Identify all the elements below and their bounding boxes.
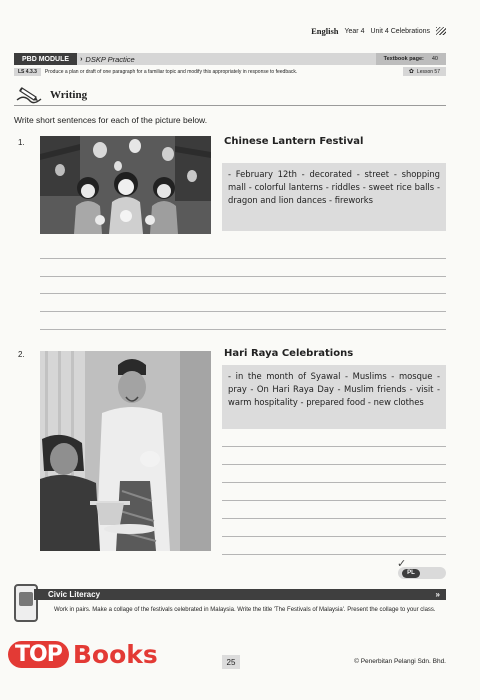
textbook-page-box — [376, 53, 446, 65]
item-title: Chinese Lantern Festival — [224, 136, 364, 147]
textbook-page-label: Textbook page: — [383, 56, 424, 62]
standard-code: LS 4.3.3 — [14, 68, 41, 76]
logo-books: Books — [72, 640, 158, 669]
hari-raya-image — [40, 351, 211, 551]
performance-level-badge — [397, 558, 446, 579]
pbd-module-bar — [14, 53, 446, 65]
writing-line — [222, 536, 446, 537]
star-icon: ✿ — [408, 69, 414, 75]
logo-top: TOP — [8, 641, 69, 668]
subject-label: English — [311, 26, 339, 36]
standard-text: Produce a plan or draft of one paragraph for a familiar topic and modify this appropriately in response to feedback. — [44, 68, 298, 75]
civic-literacy-bar — [34, 589, 446, 600]
writing-line — [222, 518, 446, 519]
civic-text: Work in pairs. Make a collage of the festivals celebrated in Malaysia. Write the title 'The Festivals of Malaysia'. Present the collage to your class. — [54, 607, 436, 613]
lesson-badge — [403, 67, 446, 76]
year-label: Year 4 — [344, 27, 365, 35]
item-number: 1. — [18, 138, 25, 147]
civic-title: Civic Literacy — [48, 590, 101, 599]
topbooks-logo — [8, 640, 158, 669]
learning-standard-row — [14, 67, 446, 76]
section-title: Writing — [50, 89, 88, 101]
unit-label: Unit 4 Celebrations — [370, 27, 430, 35]
lantern-festival-image — [40, 136, 211, 234]
page-header — [311, 26, 446, 36]
writing-line — [222, 482, 446, 483]
publisher-credit: © Penerbitan Pelangi Sdn. Bhd. — [354, 658, 446, 665]
word-bank-box: - in the month of Syawal - Muslims - mosque - pray - On Hari Raya Day - Muslim friends - visit - warm hospitality - prepared food - new clothes — [222, 365, 446, 429]
instruction-text: Write short sentences for each of the picture below. — [14, 115, 208, 125]
page-number: 25 — [222, 655, 240, 669]
divider — [14, 105, 446, 106]
writing-line — [222, 554, 446, 555]
writing-line — [222, 446, 446, 447]
unit-stripes-icon — [436, 27, 446, 35]
chevron-right-icon: › — [80, 55, 83, 63]
item-number: 2. — [18, 350, 25, 359]
checkmark-icon: ✓ — [397, 558, 407, 570]
dskp-practice-label: DSKP Practice — [85, 54, 135, 64]
writing-heading — [14, 84, 87, 106]
pl-label: PL — [402, 569, 420, 578]
writing-line — [40, 311, 446, 312]
pencil-paper-icon — [14, 84, 44, 106]
writing-line — [222, 500, 446, 501]
writing-line — [40, 329, 446, 330]
writing-line — [40, 258, 446, 259]
writing-line — [40, 276, 446, 277]
double-chevron-icon: » — [435, 590, 440, 599]
lesson-label: Lesson 57 — [416, 68, 440, 75]
writing-line — [222, 464, 446, 465]
word-bank-box: - February 12th - decorated - street - shopping mall - colorful lanterns - riddles - sweet rice balls - dragon and lion dances - fireworks — [222, 163, 446, 231]
pbd-module-label: PBD MODULE — [14, 53, 77, 65]
writing-line — [40, 293, 446, 294]
item-title: Hari Raya Celebrations — [224, 348, 354, 359]
textbook-page-number: 40 — [431, 56, 438, 62]
